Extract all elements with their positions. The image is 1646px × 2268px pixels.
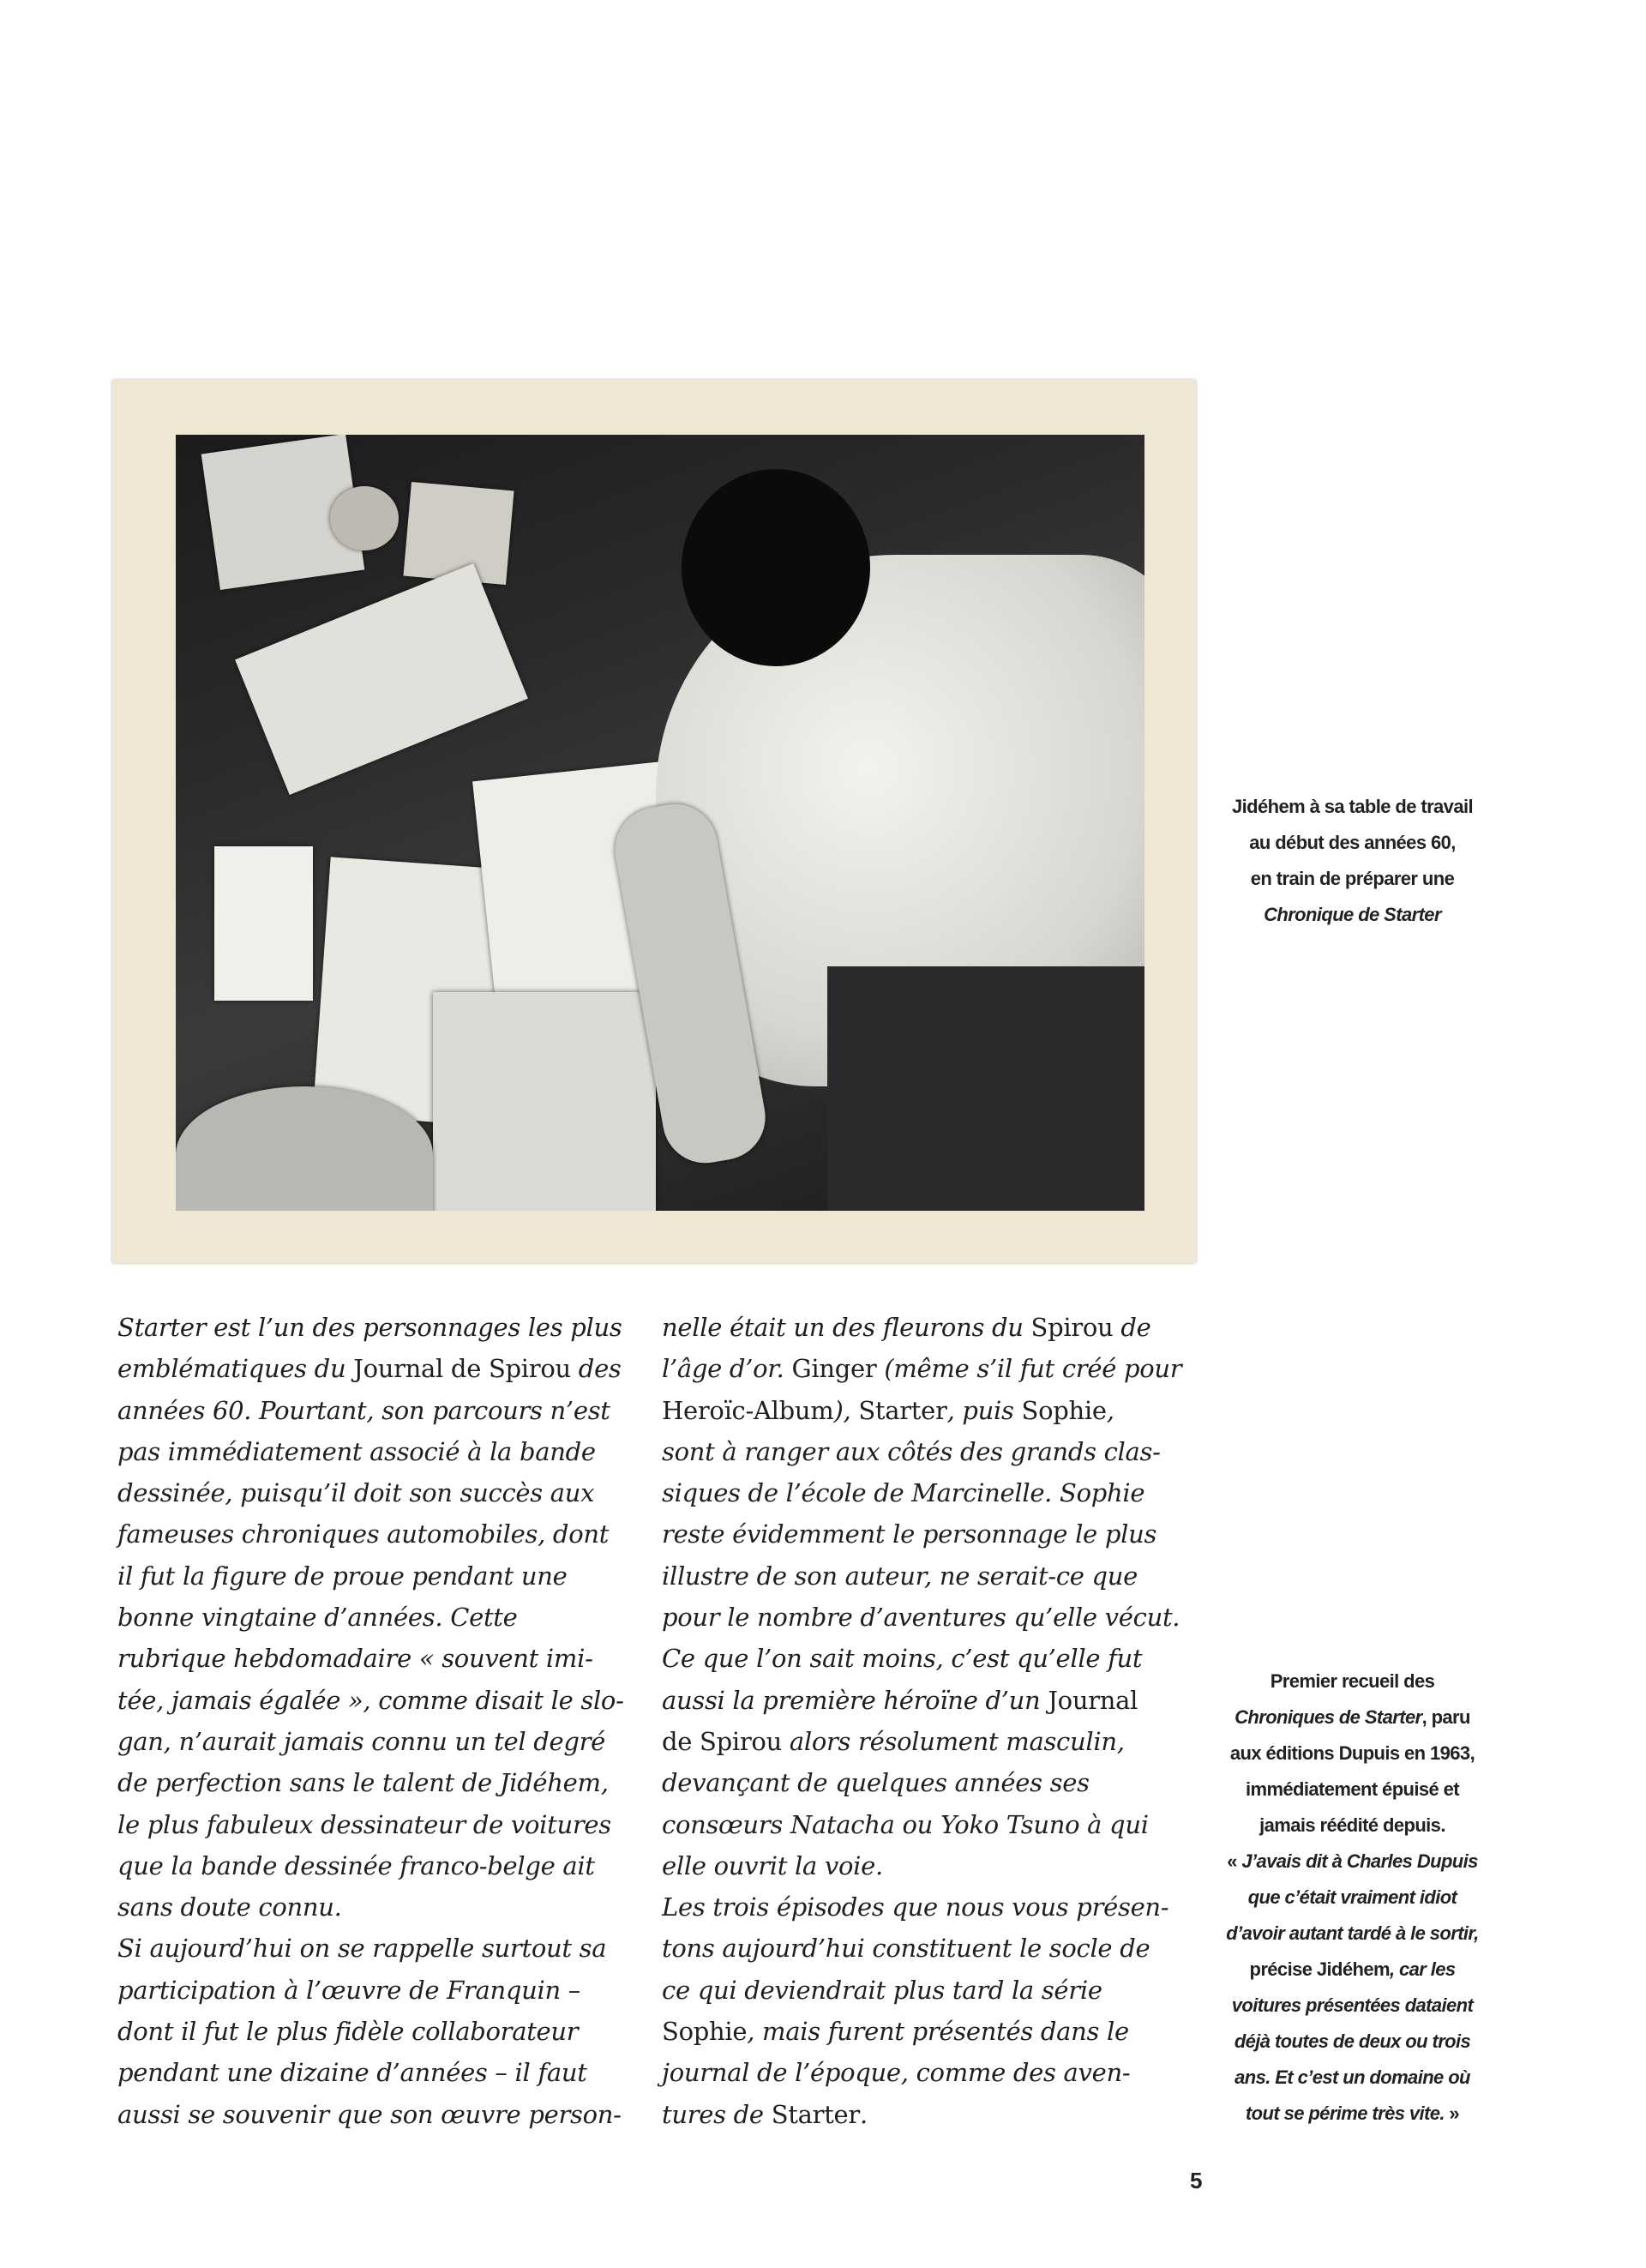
text-line (662, 2011, 1193, 2052)
text-line (117, 1431, 649, 1472)
text-segment: Chronique de Starter (1264, 904, 1441, 925)
text-segment: de (1113, 1313, 1151, 1342)
text-segment: elle ouvrit la voie. (662, 1850, 883, 1880)
text-segment: consœurs Natacha ou Yoko Tsuno à qui (662, 1809, 1149, 1839)
text-segment: aussi la première héroïne d’un (662, 1685, 1048, 1715)
text-segment: J’avais dit à Charles Dupuis (1241, 1850, 1478, 1872)
text-segment: alors résolument masculin, (781, 1726, 1125, 1756)
text-segment: Premier recueil des (1270, 1670, 1435, 1692)
text-segment: tout se périme très vite. (1245, 2103, 1445, 2124)
text-segment: Sophie (1021, 1395, 1107, 1425)
text-segment: années 60. Pourtant, son parcours n’est (117, 1395, 610, 1425)
text-segment: tée, jamais égalée », comme disait le slo- (117, 1685, 624, 1715)
text-segment: Ce que l’on sait moins, c’est qu’elle fut (662, 1644, 1143, 1674)
text-segment: dessinée, puisqu’il doit son succès aux (117, 1478, 595, 1508)
text-line (117, 1307, 649, 1348)
text-segment: siques de l’école de Marcinelle. Sophie (662, 1478, 1145, 1508)
text-segment: illustre de son auteur, ne serait-ce que (662, 1561, 1138, 1591)
text-line (1183, 1952, 1522, 1988)
text-line (1183, 1663, 1522, 1699)
text-line (662, 1513, 1193, 1555)
text-segment: emblématiques du (117, 1354, 354, 1384)
text-segment: de perfection sans le talent de Jidéhem, (117, 1768, 609, 1798)
text-line (662, 1845, 1193, 1886)
text-segment: fameuses chroniques automobiles, dont (117, 1519, 610, 1549)
text-segment: bonne vingtaine d’années. Cette (117, 1603, 518, 1633)
text-line (662, 2052, 1193, 2093)
text-line (1183, 1880, 1522, 1916)
text-segment: pour le nombre d’aventures qu’elle vécut. (662, 1603, 1180, 1633)
text-line (117, 1928, 649, 1969)
text-segment: Sophie (662, 2017, 748, 2047)
text-line (662, 1307, 1193, 1348)
text-line (662, 1804, 1193, 1845)
text-segment: sans doute connu. (117, 1892, 342, 1922)
text-line (117, 1845, 649, 1886)
text-segment: gan, n’aurait jamais connu un tel degré (117, 1726, 606, 1756)
text-segment: Heroïc-Album (662, 1395, 834, 1425)
text-line (662, 1638, 1193, 1679)
text-segment: , mais furent présentés dans le (747, 2017, 1129, 2047)
text-line (1183, 1699, 1522, 1736)
text-line (1183, 1916, 1522, 1952)
text-segment: ans. Et c’est un domaine où (1234, 2066, 1470, 2088)
text-line (662, 1348, 1193, 1389)
text-segment: il fut la figure de proue pendant une (117, 1561, 568, 1591)
text-segment: Spirou (1030, 1313, 1114, 1342)
text-line (662, 2094, 1193, 2135)
text-segment: l’âge d’or. (662, 1354, 792, 1384)
text-segment: tures de (662, 2099, 772, 2129)
text-segment: ce qui deviendrait plus tard la série (662, 1975, 1102, 2005)
text-line (1183, 1808, 1522, 1844)
photo-print (112, 380, 1196, 1263)
text-line (117, 1638, 649, 1679)
text-line (117, 1513, 649, 1555)
text-segment: en train de préparer une (1250, 868, 1455, 889)
text-segment: le plus fabuleux dessinateur de voitures (117, 1809, 611, 1839)
text-line (117, 1680, 649, 1721)
text-segment: Journal (1048, 1685, 1138, 1715)
text-line (1183, 2060, 1522, 2096)
text-segment: Si aujourd’hui on se rappelle surtout sa (117, 1934, 607, 1964)
text-line (662, 1597, 1193, 1638)
text-line (1183, 2024, 1522, 2060)
text-line (117, 2094, 649, 2135)
text-line (1183, 789, 1522, 825)
text-line (662, 1390, 1193, 1431)
text-segment: Chroniques de Starter (1234, 1706, 1422, 1728)
text-line (662, 1472, 1193, 1513)
text-segment: participation à l’œuvre de Franquin – (117, 1975, 580, 2005)
text-line (1183, 2096, 1522, 2132)
text-line (1183, 1844, 1522, 1880)
text-segment: aussi se souvenir que son œuvre person- (117, 2099, 622, 2129)
text-line (662, 1721, 1193, 1762)
text-line (117, 2052, 649, 2093)
text-line (662, 1886, 1193, 1928)
text-segment: précise Jidéhem (1249, 1958, 1390, 1980)
text-segment: Journal de Spirou (353, 1354, 571, 1384)
text-segment: (même s’il fut créé pour (876, 1354, 1182, 1384)
text-segment: nelle était un des fleurons du (662, 1313, 1031, 1342)
text-line (662, 1970, 1193, 2011)
text-line (662, 1928, 1193, 1969)
text-line (662, 1555, 1193, 1597)
text-segment: que c’était vraiment idiot (1247, 1886, 1457, 1908)
text-segment: voitures présentées dataient (1231, 1994, 1474, 2016)
text-segment: journal de l’époque, comme des aven- (662, 2058, 1131, 2088)
article-column-1 (117, 1307, 649, 2135)
text-segment: dont il fut le plus fidèle collaborateur (117, 2017, 579, 2047)
text-line (1183, 1988, 1522, 2024)
text-segment: pendant une dizaine d’années – il faut (117, 2058, 587, 2088)
text-segment: , (1106, 1395, 1114, 1425)
text-segment: reste évidemment le personnage le plus (662, 1519, 1157, 1549)
text-line (662, 1680, 1193, 1721)
text-segment: déjà toutes de deux ou trois (1234, 2030, 1471, 2052)
article-column-2 (662, 1307, 1193, 2135)
text-line (117, 1886, 649, 1928)
page-number: 5 (1190, 2168, 1203, 2193)
text-line (1183, 1772, 1522, 1808)
text-segment: sont à ranger aux côtés des grands clas- (662, 1436, 1161, 1466)
text-segment: Les trois épisodes que nous vous présen- (662, 1892, 1169, 1922)
text-segment: pas immédiatement associé à la bande (117, 1436, 596, 1466)
text-line (117, 1721, 649, 1762)
text-line (1183, 861, 1522, 897)
book-caption (1183, 1663, 1522, 2132)
text-segment: devançant de quelques années ses (662, 1768, 1090, 1798)
text-segment: Starter (858, 1395, 947, 1425)
text-segment: au début des années 60, (1249, 832, 1456, 853)
text-segment: jamais réédité depuis. (1259, 1814, 1445, 1836)
text-segment: d’avoir autant tardé à le sortir, (1226, 1922, 1479, 1944)
text-segment: que la bande dessinée franco-belge ait (117, 1850, 595, 1880)
text-line (1183, 897, 1522, 933)
text-segment: immédiatement épuisé et (1245, 1778, 1460, 1800)
text-line (117, 1762, 649, 1803)
text-segment: ), (833, 1395, 859, 1425)
text-line (662, 1431, 1193, 1472)
text-segment: des (570, 1354, 622, 1384)
text-line (117, 1970, 649, 2011)
text-segment: « (1227, 1850, 1242, 1872)
text-line (117, 1555, 649, 1597)
text-segment: rubrique hebdomadaire « souvent imi- (117, 1644, 593, 1674)
text-segment: , paru (1421, 1706, 1470, 1728)
text-segment: , puis (946, 1395, 1022, 1425)
photo-caption (1183, 789, 1522, 933)
text-segment: . (859, 2099, 868, 2129)
text-line (1183, 1736, 1522, 1772)
archival-photo-artist-at-desk (176, 435, 1144, 1211)
text-segment: de Spirou (662, 1726, 782, 1756)
text-segment: tons aujourd’hui constituent le socle de (662, 1934, 1150, 1964)
text-segment: » (1444, 2103, 1460, 2124)
text-line (117, 1804, 649, 1845)
text-segment: , car les (1389, 1958, 1456, 1980)
text-line (1183, 825, 1522, 861)
text-line (662, 1762, 1193, 1803)
text-segment: Ginger (791, 1354, 877, 1384)
text-segment: Jidéhem à sa table de travail (1232, 796, 1473, 817)
text-segment: aux éditions Dupuis en 1963, (1229, 1742, 1475, 1764)
text-line (117, 1390, 649, 1431)
text-segment: Starter est l’un des personnages les plus (117, 1313, 622, 1342)
text-segment: Starter (771, 2099, 860, 2129)
text-line (117, 1348, 649, 1389)
text-line (117, 2011, 649, 2052)
text-line (117, 1597, 649, 1638)
text-line (117, 1472, 649, 1513)
